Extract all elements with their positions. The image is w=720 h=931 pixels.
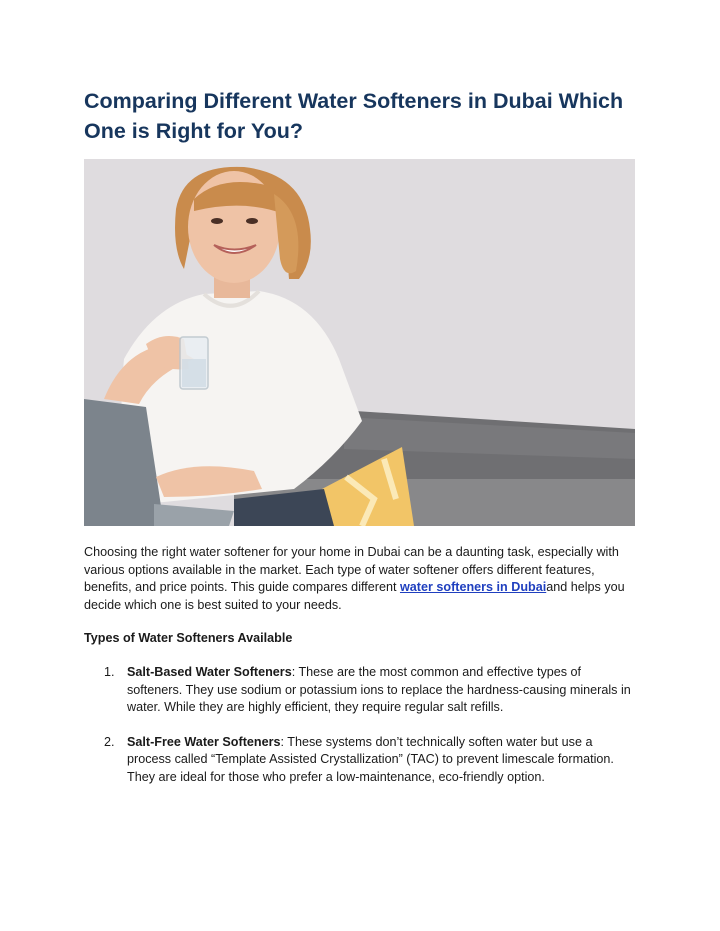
intro-text-before-link: Choosing the right water softener for your home in Dubai can be a daunting task, especially with various options available in the market. Each type of water softener offers different features, benefits, and price points. This guide compares different bbox=[84, 545, 619, 595]
article-title: Comparing Different Water Softeners in Dubai Which One is Right for You? bbox=[84, 89, 624, 143]
hero-photo bbox=[84, 159, 635, 526]
list-item-text: : These are the most common and effective types of softeners. They use sodium or potassium ions to replace the hardness-causing minerals in water. While they are highly efficient, they require regular salt refills. bbox=[127, 665, 631, 715]
woman-with-water-glass-illustration bbox=[84, 159, 635, 526]
section-heading: Types of Water Softeners Available bbox=[84, 631, 293, 645]
list-item-text: : These systems don’t technically soften water but use a process called “Template Assisted Crystallization” (TAC) to prevent limescale formation. They are ideal for those who prefer a low-maintenance, eco-friendly option. bbox=[127, 734, 614, 784]
list-item-term: Salt-Based Water Softeners bbox=[127, 665, 292, 679]
intro-paragraph bbox=[84, 544, 639, 614]
intro-text-after-link: and helps you decide which one is best suited to your needs. bbox=[84, 580, 625, 612]
list-item bbox=[84, 664, 639, 717]
list-item-term: Salt-Free Water Softeners bbox=[127, 734, 281, 749]
list-item bbox=[84, 734, 639, 787]
list-item-number: 2. bbox=[104, 734, 115, 749]
list-item-number: 1. bbox=[104, 665, 115, 679]
softener-types-list bbox=[84, 664, 639, 804]
water-softeners-dubai-link[interactable]: water softeners in Dubai bbox=[399, 580, 547, 595]
